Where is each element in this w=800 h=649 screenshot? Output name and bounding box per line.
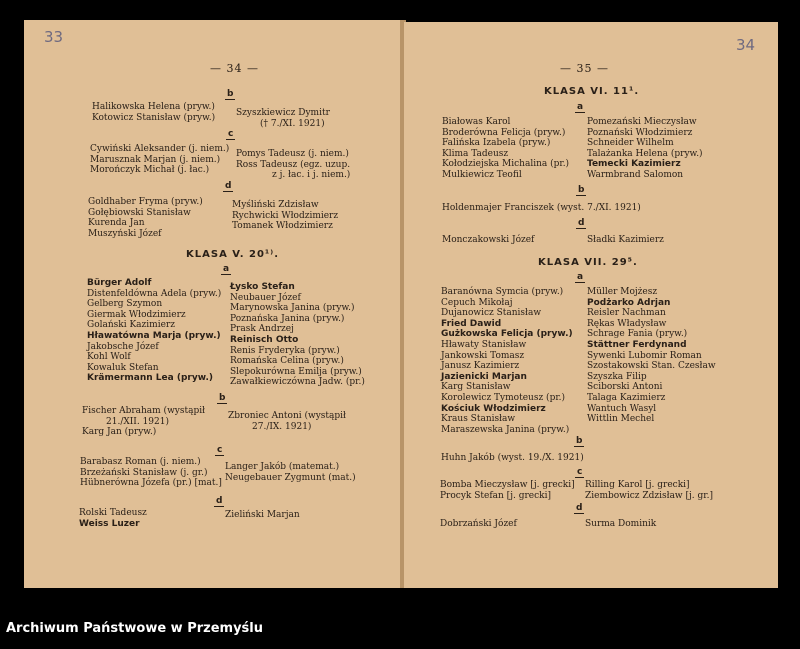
name-entry: Hławatówna Marja (pryw.) xyxy=(87,330,221,341)
name-entry: Stättner Ferdynand xyxy=(587,339,687,350)
name-entry: Slepokurówna Emilja (pryw.) xyxy=(230,366,362,377)
archive-footer xyxy=(0,609,800,649)
name-entry: Ross Tadeusz (egz. uzup. xyxy=(236,159,351,170)
left-page xyxy=(24,20,402,588)
section-c-right xyxy=(236,149,350,181)
section-c-left xyxy=(440,480,575,501)
name-entry: Reisler Nachman xyxy=(587,308,666,319)
section-a-left xyxy=(442,117,569,181)
name-entry: Baranówna Symcia (pryw.) xyxy=(441,287,564,297)
name-entry: Weiss Luzer xyxy=(79,518,140,529)
name-entry: Myśliński Zdzisław xyxy=(232,200,319,210)
name-entry: Maraszewska Janina (pryw.) xyxy=(441,424,570,435)
name-entry: Mulkiewicz Teofil xyxy=(442,169,522,180)
name-entry: Poznański Włodzimierz xyxy=(587,127,693,138)
name-entry: Wantuch Wasyl xyxy=(587,403,657,414)
name-entry: Giermak Włodzimierz xyxy=(87,309,186,320)
section-a-left xyxy=(441,287,573,435)
section-d-left: Dobrzański Józef xyxy=(440,519,517,529)
name-entry: Langer Jakób (matemat.) xyxy=(225,462,340,472)
name-entry: Morończyk Michał (j. łac.) xyxy=(90,165,210,176)
section-letter-b: b xyxy=(227,89,234,99)
section-a-right xyxy=(230,282,365,388)
name-entry: Krämermann Lea (pryw.) xyxy=(87,373,213,384)
name-entry: Bürger Adolf xyxy=(87,278,152,288)
name-entry: Talażanka Helena (pryw.) xyxy=(587,148,703,159)
section-letter-d: d xyxy=(578,218,585,228)
name-entry: Klima Tadeusz xyxy=(442,148,509,159)
section-letter-c: c xyxy=(217,445,223,455)
section-letter-b: b xyxy=(576,436,583,446)
section-c-right xyxy=(585,480,713,501)
name-entry: Szyszka Filip xyxy=(587,371,647,382)
section-letter-a: a xyxy=(577,272,584,282)
name-entry: Kohl Wolf xyxy=(87,352,131,363)
pencil-page-number: 34 xyxy=(736,36,756,54)
name-entry: Zieliński Marjan xyxy=(225,510,300,520)
section-b-line: Huhn Jakób (wyst. 19./X. 1921) xyxy=(441,453,584,463)
name-entry: Cepuch Mikołaj xyxy=(441,297,513,308)
name-entry: Temecki Kazimierz xyxy=(587,159,681,170)
section-d-left xyxy=(79,508,147,529)
name-entry: Goldhaber Fryma (pryw.) xyxy=(88,197,203,207)
section-letter-a: a xyxy=(223,264,230,274)
name-entry: Karg Jan (pryw.) xyxy=(82,427,157,438)
name-entry: Zbroniec Antoni (wystąpił xyxy=(228,411,346,421)
page-number: — 35 — xyxy=(560,62,609,75)
name-entry: Marynowska Janina (pryw.) xyxy=(230,303,355,314)
name-entry: Pomezański Mieczysław xyxy=(587,117,697,127)
name-entry: 21./XII. 1921) xyxy=(106,416,169,427)
name-entry: Poznańska Janina (pryw.) xyxy=(230,313,345,324)
name-entry: Warmbrand Salomon xyxy=(587,169,684,180)
name-entry: Fischer Abraham (wystąpił xyxy=(82,406,206,416)
name-entry: Kołodziejska Michalina (pr.) xyxy=(442,159,570,170)
section-b-left xyxy=(92,102,215,123)
name-entry: Podżarko Adrjan xyxy=(587,297,671,308)
name-entry: Wittlin Mechel xyxy=(587,414,655,425)
section-d-left: Monczakowski Józef xyxy=(442,235,535,245)
section-letter-a: a xyxy=(577,102,584,112)
name-entry: Sywenki Lubomir Roman xyxy=(587,350,702,361)
name-entry: Korolewicz Tymoteusz (pr.) xyxy=(441,392,566,403)
name-entry: Kowaluk Stefan xyxy=(87,362,159,373)
name-entry: Jakobsche Józef xyxy=(87,341,159,352)
name-entry: Broderówna Felicja (pryw.) xyxy=(442,127,566,138)
name-entry: Muszyński Józef xyxy=(88,228,162,239)
name-entry: Karg Stanisław xyxy=(441,382,511,393)
name-entry: Reinisch Otto xyxy=(230,334,299,345)
name-entry: Kościuk Włodzimierz xyxy=(441,403,546,414)
name-entry: Tomanek Włodzimierz xyxy=(232,221,333,232)
name-entry: Zawałkiewiczówna Jadw. (pr.) xyxy=(230,377,365,388)
right-page xyxy=(404,22,778,588)
name-entry: Bomba Mieczysław [j. grecki] xyxy=(440,480,575,490)
name-entry: Romańska Celina (pryw.) xyxy=(230,356,344,367)
name-entry: Szostakowski Stan. Czesław xyxy=(587,361,716,372)
name-entry: Pomys Tadeusz (j. niem.) xyxy=(236,149,349,159)
page-number: — 34 — xyxy=(210,62,259,75)
section-c-left xyxy=(80,457,222,489)
section-d-right: Surma Dominik xyxy=(585,519,657,529)
archive-caption: Archiwum Państwowe w Przemyślu xyxy=(6,621,264,636)
section-letter-d: d xyxy=(576,503,583,513)
name-entry: Procyk Stefan [j. grecki] xyxy=(440,490,551,501)
name-entry: Hławaty Stanisław xyxy=(441,339,527,350)
section-d-right xyxy=(225,510,300,521)
section-letter-b: b xyxy=(578,185,585,195)
name-entry: Marusznak Marjan (j. niem.) xyxy=(90,154,221,165)
name-entry: Kurenda Jan xyxy=(88,218,145,229)
name-entry: Barabasz Roman (j. niem.) xyxy=(80,457,201,467)
name-entry: Schrage Fania (pryw.) xyxy=(587,329,688,340)
name-entry: († 7./XI. 1921) xyxy=(260,118,325,129)
name-entry: Neugebauer Zygmunt (mat.) xyxy=(225,472,356,483)
pencil-page-number: 33 xyxy=(44,28,64,46)
class-heading: KLASA VI. 11¹. xyxy=(544,86,640,97)
section-b-line: Holdenmajer Franciszek (wyst. 7./XI. 1921) xyxy=(442,203,641,213)
name-entry: Białowas Karol xyxy=(442,117,511,127)
name-entry: Talaga Kazimierz xyxy=(587,392,666,403)
name-entry: Prask Andrzej xyxy=(230,324,294,335)
name-entry: Jankowski Tomasz xyxy=(441,350,525,361)
name-entry: Brzeżański Stanisław (j. gr.) xyxy=(80,467,208,478)
name-entry: Jazienicki Marjan xyxy=(441,371,527,382)
section-letter-b: b xyxy=(219,393,226,403)
name-entry: Falińska Izabela (pryw.) xyxy=(442,138,551,149)
name-entry: Müller Mojżesz xyxy=(587,287,658,297)
name-entry: 27./IX. 1921) xyxy=(252,421,312,432)
name-entry: Hübnerówna Józefa (pr.) [mat.] xyxy=(80,478,222,489)
name-entry: Fried Dawid xyxy=(441,318,502,329)
name-entry: z j. łac. i j. niem.) xyxy=(272,170,351,181)
name-entry: Gelberg Szymon xyxy=(87,299,163,310)
section-d-right: Sładki Kazimierz xyxy=(587,235,664,245)
name-entry: Ziembowicz Zdzisław [j. gr.] xyxy=(585,490,713,501)
section-letter-d: d xyxy=(216,496,223,506)
section-d-right xyxy=(232,200,338,232)
name-entry: Dujanowicz Stanisław xyxy=(441,308,542,319)
name-entry: Gołębiowski Stanisław xyxy=(88,207,191,218)
name-entry: Cywiński Aleksander (j. niem.) xyxy=(90,144,230,154)
section-a-left xyxy=(87,278,221,384)
name-entry: Janusz Kazimierz xyxy=(441,361,520,372)
name-entry: Kraus Stanisław xyxy=(441,414,516,425)
name-entry: Halikowska Helena (pryw.) xyxy=(92,102,215,112)
section-letter-d: d xyxy=(225,181,232,191)
section-d-left xyxy=(88,197,203,239)
name-entry: Sciborski Antoni xyxy=(587,382,663,393)
name-entry: Neubauer Józef xyxy=(230,292,301,303)
name-entry: Gużkowska Felicja (pryw.) xyxy=(441,329,573,340)
section-letter-c: c xyxy=(228,129,234,139)
name-entry: Rolski Tadeusz xyxy=(79,508,147,518)
section-a-right xyxy=(587,287,716,425)
name-entry: Rychwicki Włodzimierz xyxy=(232,210,339,221)
section-b-left xyxy=(82,406,205,438)
name-entry: Renis Fryderyka (pryw.) xyxy=(230,345,340,356)
class-heading: KLASA VII. 29⁵. xyxy=(538,257,638,268)
name-entry: Golański Kazimierz xyxy=(87,320,175,331)
name-entry: Rękas Władysław xyxy=(587,318,667,329)
section-letter-c: c xyxy=(577,467,583,477)
class-heading: KLASA V. 20¹⁾. xyxy=(186,249,279,260)
name-entry: Schneider Wilhelm xyxy=(587,138,674,149)
name-entry: Szyszkiewicz Dymitr xyxy=(236,108,330,118)
section-c-left xyxy=(90,144,229,176)
section-b-right xyxy=(236,108,330,129)
name-entry: Kotowicz Stanisław (pryw.) xyxy=(92,112,216,123)
section-c-right xyxy=(225,462,356,483)
section-a-right xyxy=(587,117,703,181)
section-b-right xyxy=(228,411,346,432)
name-entry: Rilling Karol [j. grecki] xyxy=(585,480,690,490)
name-entry: Distenfeldówna Adela (pryw.) xyxy=(87,288,222,299)
name-entry: Łysko Stefan xyxy=(230,282,295,292)
